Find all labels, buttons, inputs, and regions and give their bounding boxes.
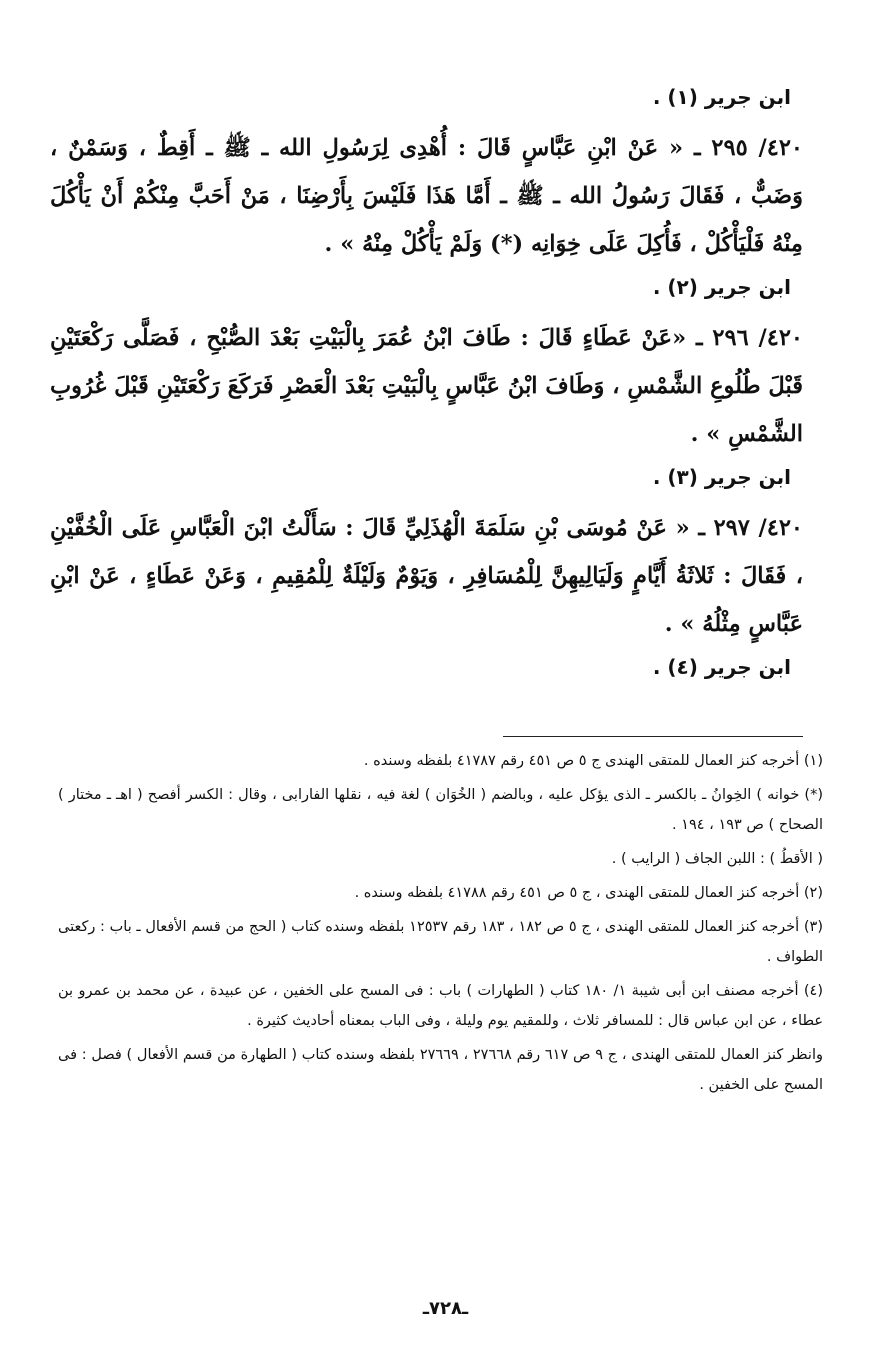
source-citation: ابن جرير (٤) . xyxy=(652,655,791,679)
hadith-paragraph: ٤٢٠/ ٢٩٥ ـ « عَنْ ابْنِ عَبَّاسٍ قَالَ : أُهْدِى لِرَسُولِ الله ـ ﷺ ـ أَقِطٌ ، وَسَمْنٌ ، وَضَبٌّ ، فَقَالَ رَسُولُ الله ـ ﷺ ـ أَمَّا هَذَا فَلَيْسَ بِأَرْضِنَا ، مَنْ أَحَبَّ مِنْكُمْ أَنْ يَأْكُلَ مِنْهُ فَلْيَأْكُلْ ، فَأُكِلَ عَلَى خِوَانِه (*) وَلَمْ يَأْكُلْ مِنْهُ » . xyxy=(50,135,804,257)
main-text xyxy=(50,82,803,694)
footnote: وانظر كنز العمال للمتقى الهندى ، ج ٩ ص ٦١٧ رقم ٢٧٦٦٨ ، ٢٧٦٦٩ بلفظه وسنده كتاب ( الطهارة من قسم الأفعال ) فصل : فى المسح على الخفين . xyxy=(58,1047,823,1093)
footnote: (١) أخرجه كنز العمال للمتقى الهندى ج ٥ ص ٤٥١ رقم ٤١٧٨٧ بلفظه وسنده . xyxy=(363,753,823,769)
hadith-paragraph: ٤٢٠/ ٢٩٦ ـ «عَنْ عَطَاءٍ قَالَ : طَافَ ابْنُ عُمَرَ بِالْبَيْتِ بَعْدَ الصُّبْحِ ، فَصَلَّى رَكْعَتَيْنِ قَبْلَ طُلُوعِ الشَّمْسِ ، وَطَافَ ابْنُ عَبَّاسٍ بِالْبَيْتِ بَعْدَ الْعَصْرِ فَرَكَعَ رَكْعَتَيْنِ قَبْلَ غُرُوبِ الشَّمْسِ » . xyxy=(50,325,803,447)
footnote: (٢) أخرجه كنز العمال للمتقى الهندى ، ج ٥ ص ٤٥١ رقم ٤١٧٨٨ بلفظه وسنده . xyxy=(354,885,823,901)
footnote: ( الأقطُ ) : اللبن الجاف ( الرايب ) . xyxy=(611,851,823,867)
footnote-separator xyxy=(503,736,803,737)
source-citation: ابن جرير (١) . xyxy=(652,85,791,109)
footnote: (٣) أخرجه كنز العمال للمتقى الهندى ، ج ٥ ص ١٨٢ ، ١٨٣ رقم ١٢٥٣٧ بلفظه وسنده كتاب ( الحج من قسم الأفعال ـ باب : ركعتى الطواف . xyxy=(58,919,823,965)
page-number: ـ٧٢٨ـ xyxy=(422,1298,469,1319)
footnote: (*) خوانه ) الخِوانُ ـ بالكسر ـ الذى يؤكل عليه ، وبالضم ( الخُوَان ) لغة فيه ، نقلها الفارابى ، وقال : الكسر أفصح ( اهـ ـ مختار ) الصحاح ) ص ١٩٣ ، ١٩٤ . xyxy=(58,787,823,833)
footnotes xyxy=(58,746,823,1104)
source-citation: ابن جرير (٢) . xyxy=(652,275,791,299)
source-citation: ابن جرير (٣) . xyxy=(652,465,791,489)
footnote: (٤) أخرجه مصنف ابن أبى شيبة ١/ ١٨٠ كتاب ( الطهارات ) باب : فى المسح على الخفين ، عن عبيدة ، عن محمد بن عمرو بن عطاء ، عن ابن عباس قال : للمسافر ثلاث ، وللمقيم يوم وليلة ، وفى الباب بمعناه أحاديث كثيرة . xyxy=(58,983,823,1029)
hadith-paragraph: ٤٢٠/ ٢٩٧ ـ « عَنْ مُوسَى بْنِ سَلَمَةَ الْهُذَلِيِّ قَالَ : سَأَلْتُ ابْنَ الْعَبَّاسِ عَلَى الْخُفَّيْنِ ، فَقَالَ : ثَلاثَةُ أَيَّامٍ وَلَيَالِيهِنَّ لِلْمُسَافِرِ ، وَيَوْمٌ وَلَيْلَةٌ لِلْمُقِيمِ ، وَعَنْ عَطَاءٍ ، عَنْ ابْنِ عَبَّاسٍ مِثْلُهُ » . xyxy=(50,515,803,637)
